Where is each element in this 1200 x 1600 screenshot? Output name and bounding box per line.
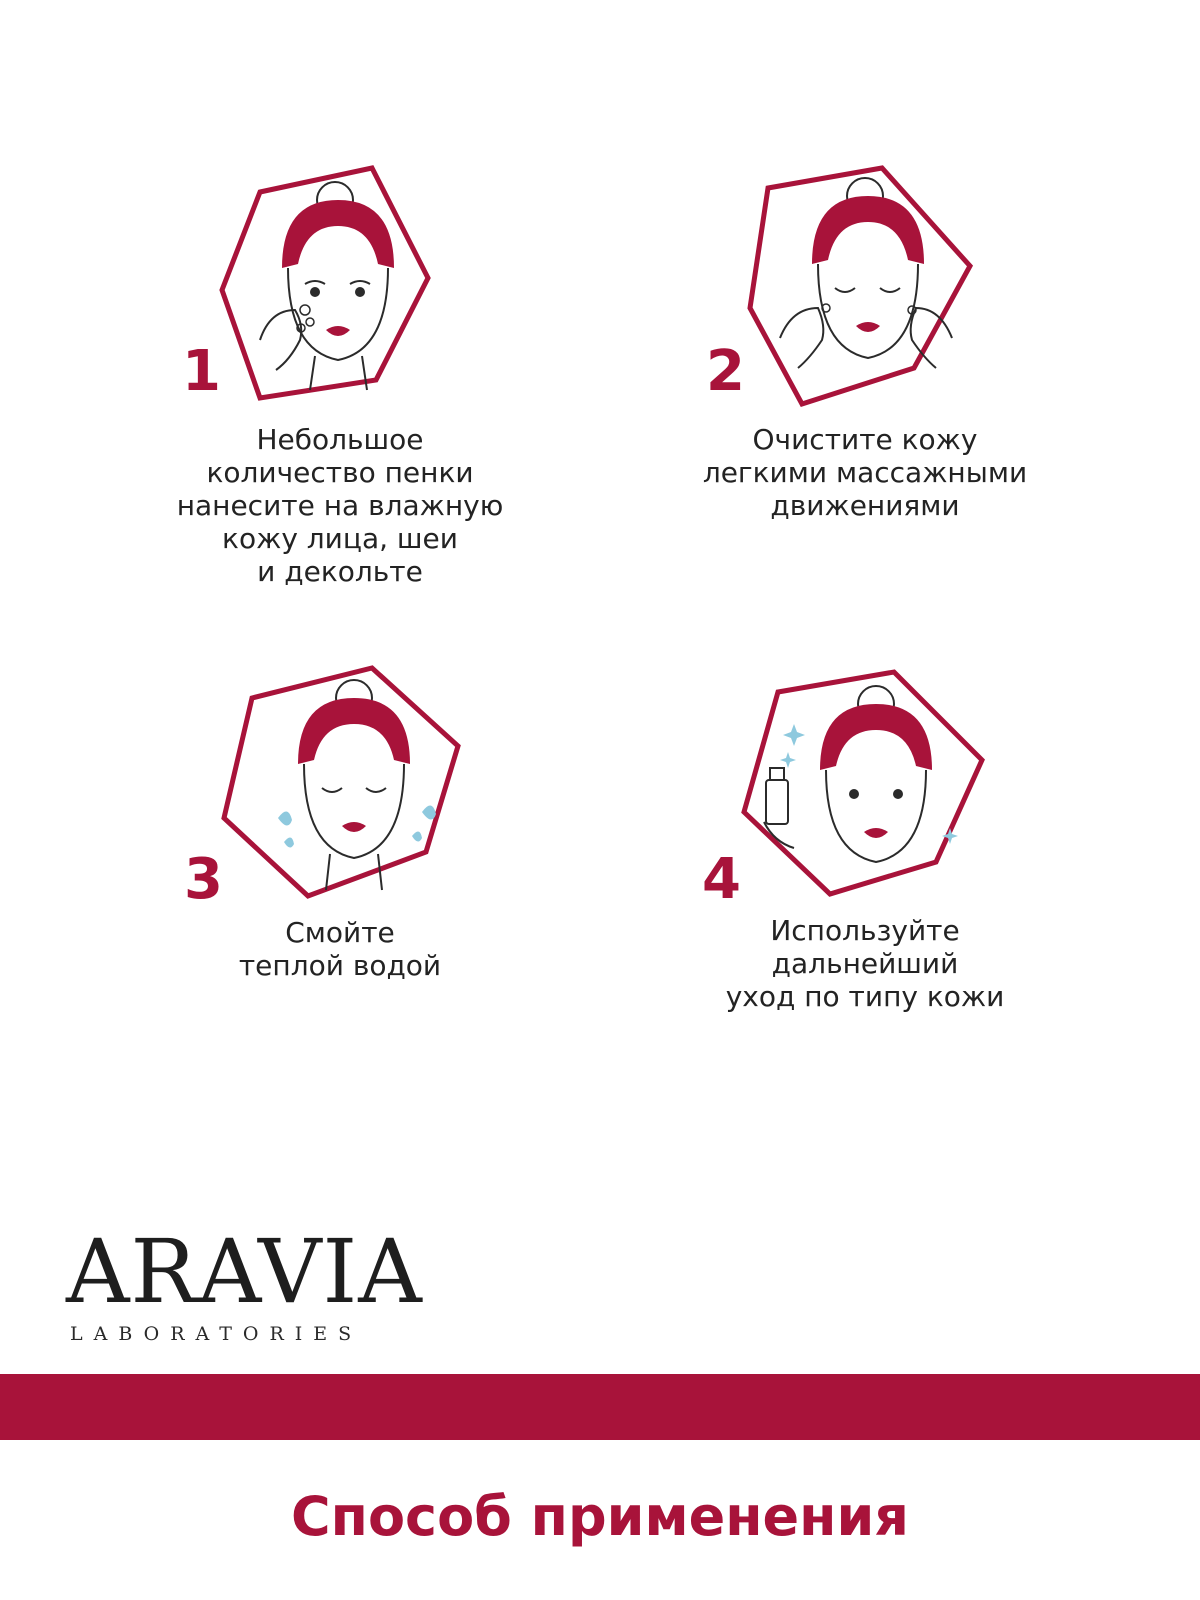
- caption-line: Смойте: [285, 916, 395, 949]
- brand-subtitle: LABORATORIES: [70, 1323, 363, 1345]
- face-applying-foam-icon: [200, 160, 440, 420]
- step-number: 3: [184, 847, 223, 912]
- caption-line: Очистите кожу: [752, 423, 978, 456]
- caption-line: нанесите на влажную: [176, 489, 504, 522]
- step-caption: [650, 423, 1080, 522]
- step-number: 1: [182, 339, 221, 404]
- caption-line: количество пенки: [206, 456, 474, 489]
- face-with-bottle-icon: [744, 672, 994, 912]
- step-number: 4: [702, 847, 741, 912]
- face-massaging-icon: [740, 158, 980, 418]
- step-caption: [650, 914, 1080, 1013]
- caption-line: легкими массажными: [702, 456, 1028, 489]
- step-number: 2: [706, 339, 745, 404]
- brand-logo: ARAVIA: [66, 1220, 423, 1323]
- caption-line: движениями: [770, 489, 960, 522]
- accent-band: [0, 1374, 1200, 1440]
- step-caption: [140, 423, 540, 588]
- caption-line: теплой водой: [238, 949, 442, 982]
- caption-line: Используйте: [770, 914, 960, 947]
- page-title: Способ применения: [291, 1485, 909, 1548]
- caption-line: Небольшое: [256, 423, 424, 456]
- caption-line: и декольте: [257, 555, 423, 588]
- caption-line: кожу лица, шеи: [222, 522, 458, 555]
- caption-line: уход по типу кожи: [725, 980, 1005, 1013]
- step-caption: [140, 916, 540, 982]
- caption-line: дальнейший: [771, 947, 959, 980]
- face-rinsing-icon: [212, 668, 462, 918]
